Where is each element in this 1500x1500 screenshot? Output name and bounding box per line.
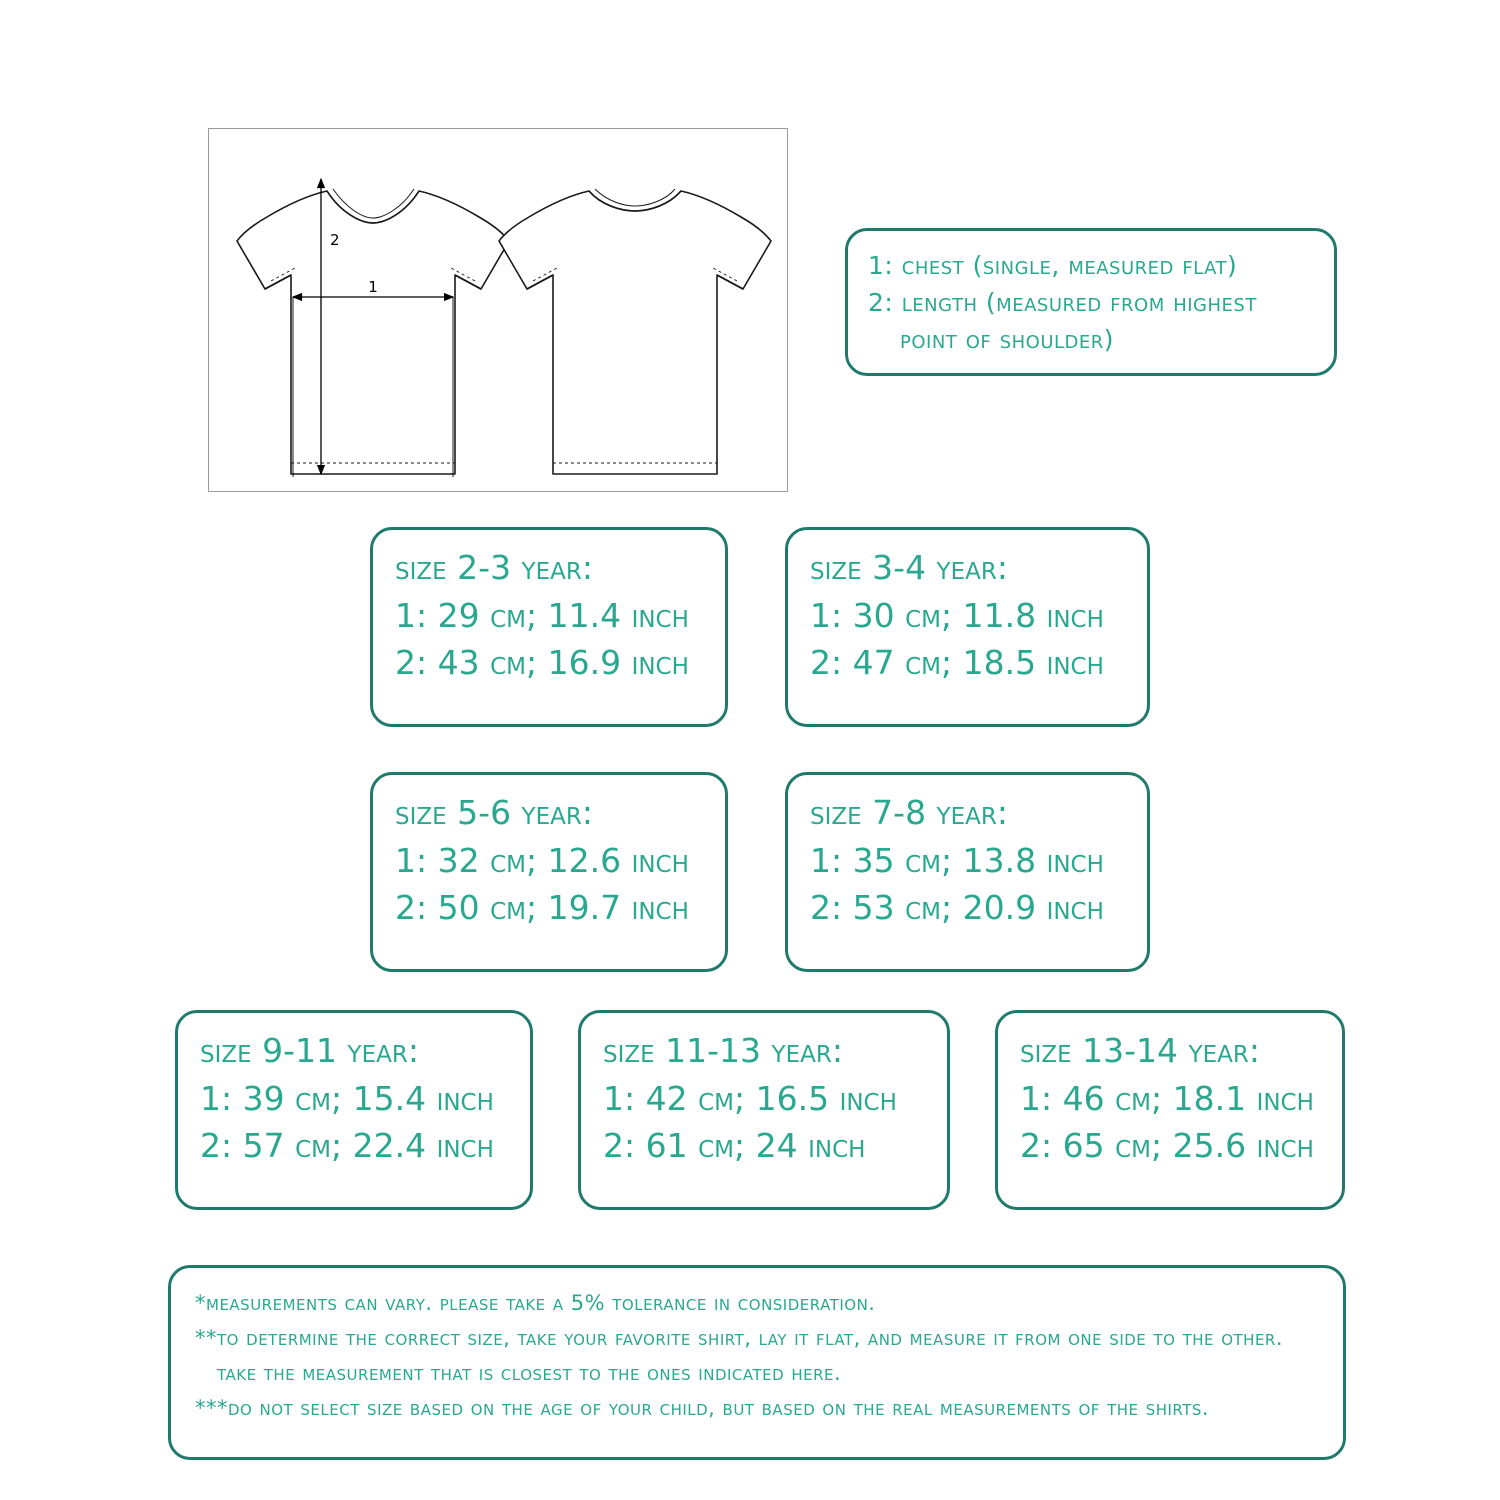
note-not-by-age: ***do not select size based on the age of your child, but based on the real measurements of the shirts. — [195, 1396, 1210, 1420]
size-card-chest: 1: 39 cm; 15.4 inch — [200, 1079, 494, 1118]
notes-disclaimer — [168, 1265, 1346, 1460]
size-card-length: 2: 50 cm; 19.7 inch — [395, 888, 689, 927]
shirt-illustration-panel — [208, 128, 788, 492]
size-card-chest: 1: 35 cm; 13.8 inch — [810, 841, 1104, 880]
size-card-length: 2: 43 cm; 16.9 inch — [395, 643, 689, 682]
size-card-9-11-year — [175, 1010, 533, 1210]
size-card-chest: 1: 46 cm; 18.1 inch — [1020, 1079, 1314, 1118]
size-card-2-3-year — [370, 527, 728, 727]
size-card-length: 2: 61 cm; 24 inch — [603, 1126, 866, 1165]
size-card-13-14-year — [995, 1010, 1345, 1210]
legend-line-length: 2: length (measured from highest — [868, 288, 1257, 317]
legend-line-length-cont: point of shoulder) — [900, 325, 1115, 354]
measurement-legend — [845, 228, 1337, 376]
size-card-title: size 5-6 year: — [395, 793, 593, 832]
size-card-5-6-year — [370, 772, 728, 972]
size-card-chest: 1: 32 cm; 12.6 inch — [395, 841, 689, 880]
size-card-title: size 9-11 year: — [200, 1031, 419, 1070]
note-how-to-measure: **to determine the correct size, take your favorite shirt, lay it flat, and measure it from one side to the other. — [195, 1326, 1284, 1350]
size-card-length: 2: 47 cm; 18.5 inch — [810, 643, 1104, 682]
size-card-title: size 7-8 year: — [810, 793, 1008, 832]
size-card-3-4-year — [785, 527, 1150, 727]
size-card-title: size 3-4 year: — [810, 548, 1008, 587]
note-tolerance: *measurements can vary. please take a 5% tolerance in consideration. — [195, 1291, 876, 1315]
size-card-chest: 1: 42 cm; 16.5 inch — [603, 1079, 897, 1118]
size-card-chest: 1: 29 cm; 11.4 inch — [395, 596, 689, 635]
size-card-title: size 11-13 year: — [603, 1031, 843, 1070]
note-how-to-measure-cont: take the measurement that is closest to the ones indicated here. — [217, 1361, 842, 1385]
size-card-chest: 1: 30 cm; 11.8 inch — [810, 596, 1104, 635]
size-card-length: 2: 53 cm; 20.9 inch — [810, 888, 1104, 927]
size-card-title: size 2-3 year: — [395, 548, 593, 587]
chest-dimension-label: 1 — [368, 278, 378, 296]
legend-line-chest: 1: chest (single, measured flat) — [868, 251, 1238, 280]
size-card-length: 2: 65 cm; 25.6 inch — [1020, 1126, 1314, 1165]
length-dimension-label: 2 — [330, 231, 340, 249]
size-card-11-13-year — [578, 1010, 950, 1210]
t-shirt-technical-drawing — [209, 129, 787, 491]
size-card-title: size 13-14 year: — [1020, 1031, 1260, 1070]
size-card-length: 2: 57 cm; 22.4 inch — [200, 1126, 494, 1165]
size-card-7-8-year — [785, 772, 1150, 972]
